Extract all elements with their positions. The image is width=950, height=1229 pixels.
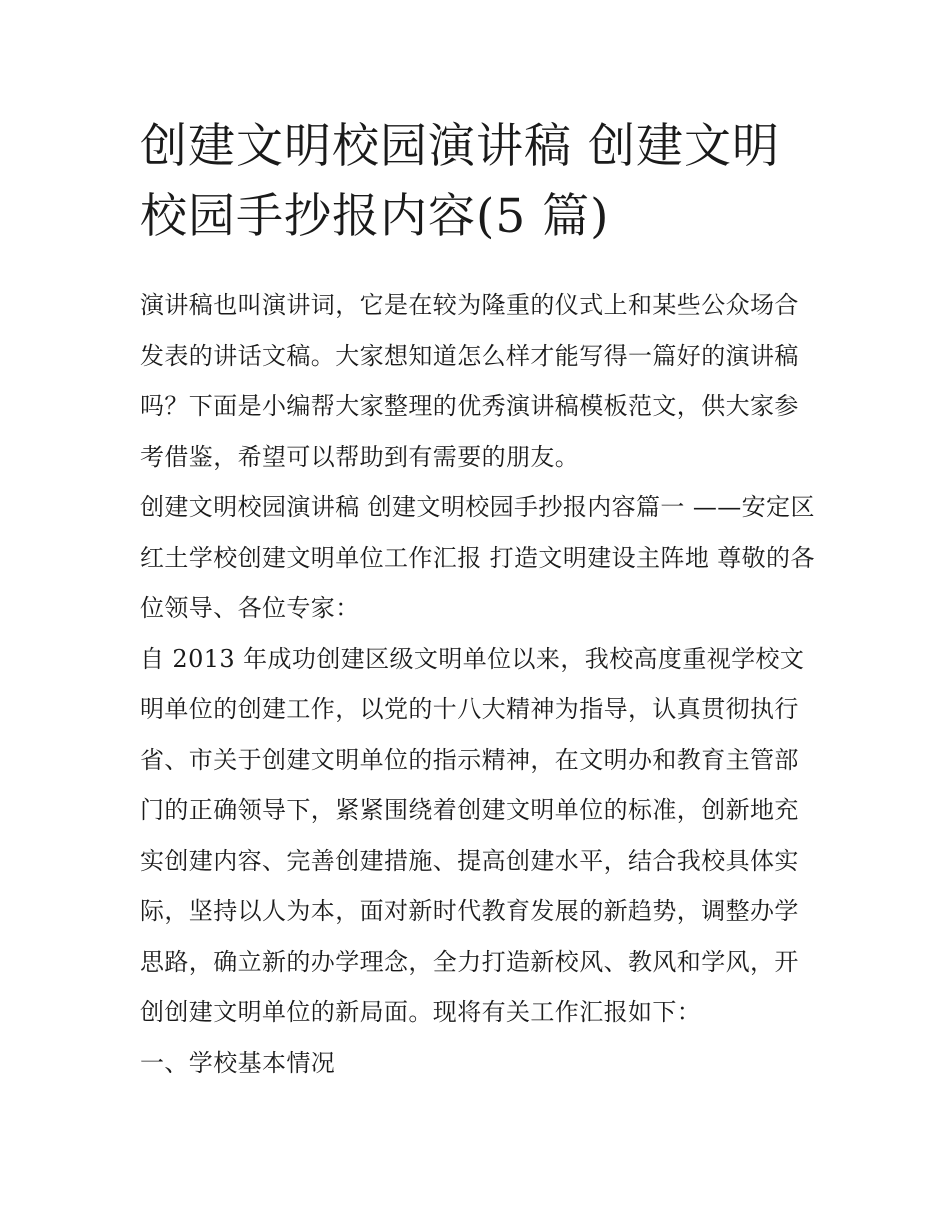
section-one-heading: 一、学校基本情况 — [140, 1048, 336, 1077]
title-line-2: 校园手抄报内容(5 篇) — [140, 189, 610, 244]
intro-paragraph: 演讲稿也叫演讲词，它是在较为隆重的仪式上和某些公众场合发表的讲话文稿。大家想知道怎么样才能写得一篇好的演讲稿吗？下面是小编帮大家整理的优秀演讲稿模板范文，供大家参考借鉴，希望可以帮助到有需要的朋友。 — [140, 291, 799, 471]
report-paragraph: 自 2013 年成功创建区级文明单位以来，我校高度重视学校文明单位的创建工作，以党的十八大精神为指导，认真贯彻执行省、市关于创建文明单位的指示精神，在文明办和教育主管部门的正确领导下，紧紧围绕着创建文明单位的标准，创新地充实创建内容、完善创建措施、提高创建水平，结合我校具体实际，坚持以人为本，面对新时代教育发展的新趋势，调整办学思路，确立新的办学理念，全力打造新校风、教风和学风，开创创建文明单位的新局面。现将有关工作汇报如下： — [140, 644, 805, 1026]
section-heading-paragraph: 创建文明校园演讲稿 创建文明校园手抄报内容篇一 ——安定区红土学校创建文明单位工作汇报 打造文明建设主阵地 尊敬的各位领导、各位专家： — [140, 493, 815, 622]
document-title — [140, 112, 820, 252]
document-body — [140, 280, 820, 1088]
title-line-1: 创建文明校园演讲稿 创建文明 — [140, 119, 780, 174]
